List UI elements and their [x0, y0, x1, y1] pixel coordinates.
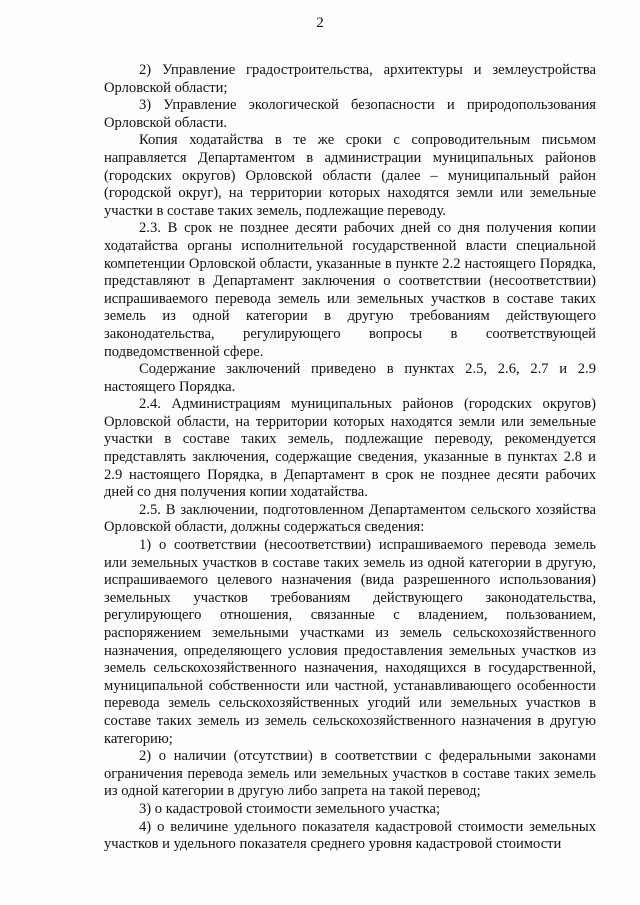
- paragraph-list-item-2: 2) Управление градостроительства, архитектуры и землеустройства Орловской области;: [104, 62, 596, 96]
- paragraph-section-2-5: 2.5. В заключении, подготовленном Департаментом сельского хозяйства Орловской области, должны содержаться сведения:: [104, 501, 596, 536]
- page-number: 2: [316, 15, 324, 31]
- paragraph-copy-petition: Копия ходатайства в те же сроки с сопроводительным письмом направляется Департаментом в администрации муниципальных районов (городских округов) Орловской области (далее – муниципальный район (городской округ), на территории которых находятся земли или земельные участки в составе таких земель, подлежащие переводу.: [104, 132, 596, 219]
- paragraph-subitem-2: 2) о наличии (отсутствии) в соответствии с федеральными законами ограничения перевода земель или земельных участков в составе таких земель из одной категории в другую либо запрета на такой перевод;: [104, 748, 596, 800]
- paragraph-subitem-3: 3) о кадастровой стоимости земельного участка;: [139, 800, 441, 817]
- paragraph-list-item-3: 3) Управление экологической безопасности и природопользования Орловской области.: [104, 97, 596, 131]
- paragraph-conclusions-content: Содержание заключений приведено в пунктах 2.5, 2.6, 2.7 и 2.9 настоящего Порядка.: [104, 361, 596, 395]
- paragraph-section-2-4: 2.4. Администрациям муниципальных районов (городских округов) Орловской области, на территории которых находятся земли или земельные участки в составе таких земель, подлежащие переводу, рекомендуется представлять заключения, содержащие сведения, указанные в пунктах 2.8 и 2.9 настоящего Порядка, в Департамент в срок не позднее десяти рабочих дней со дня получения копии ходатайства.: [104, 396, 596, 501]
- paragraph-subitem-4: 4) о величине удельного показателя кадастровой стоимости земельных участков и удельного показателя среднего уровня кадастровой стоимости: [104, 818, 596, 853]
- paragraph-section-2-3: 2.3. В срок не позднее десяти рабочих дней со дня получения копии ходатайства органы исполнительной государственной власти специальной компетенции Орловской области, указанные в пункте 2.2 настоящего Порядка, представляют в Департамент заключения о соответствии (несоответствии) испрашиваемого перевода земель или земельных участков в составе таких земель из одной категории в другую требованиям действующего законодательства, регулирующего вопросы в соответствующей подведомственной сфере.: [104, 220, 596, 360]
- document-body: [104, 62, 596, 854]
- paragraph-subitem-1: 1) о соответствии (несоответствии) испрашиваемого перевода земель или земельных участков в составе таких земель из одной категории в другую, испрашиваемого целевого назначения (вида разрешенного использования) земельных участков требованиям действующего законодательства, регулирующего отношения, связанные с владением, пользованием, распоряжением земельными участками из земель сельскохозяйственного назначения, определяющего условия предоставления земельных участков из земель сельскохозяйственного назначения, находящихся в государственной, муниципальной собственности или частной, устанавливающего особенности перевода земель сельскохозяйственных угодий или земельных участков в составе таких земель из земель сельскохозяйственного назначения в другую категорию;: [104, 537, 596, 747]
